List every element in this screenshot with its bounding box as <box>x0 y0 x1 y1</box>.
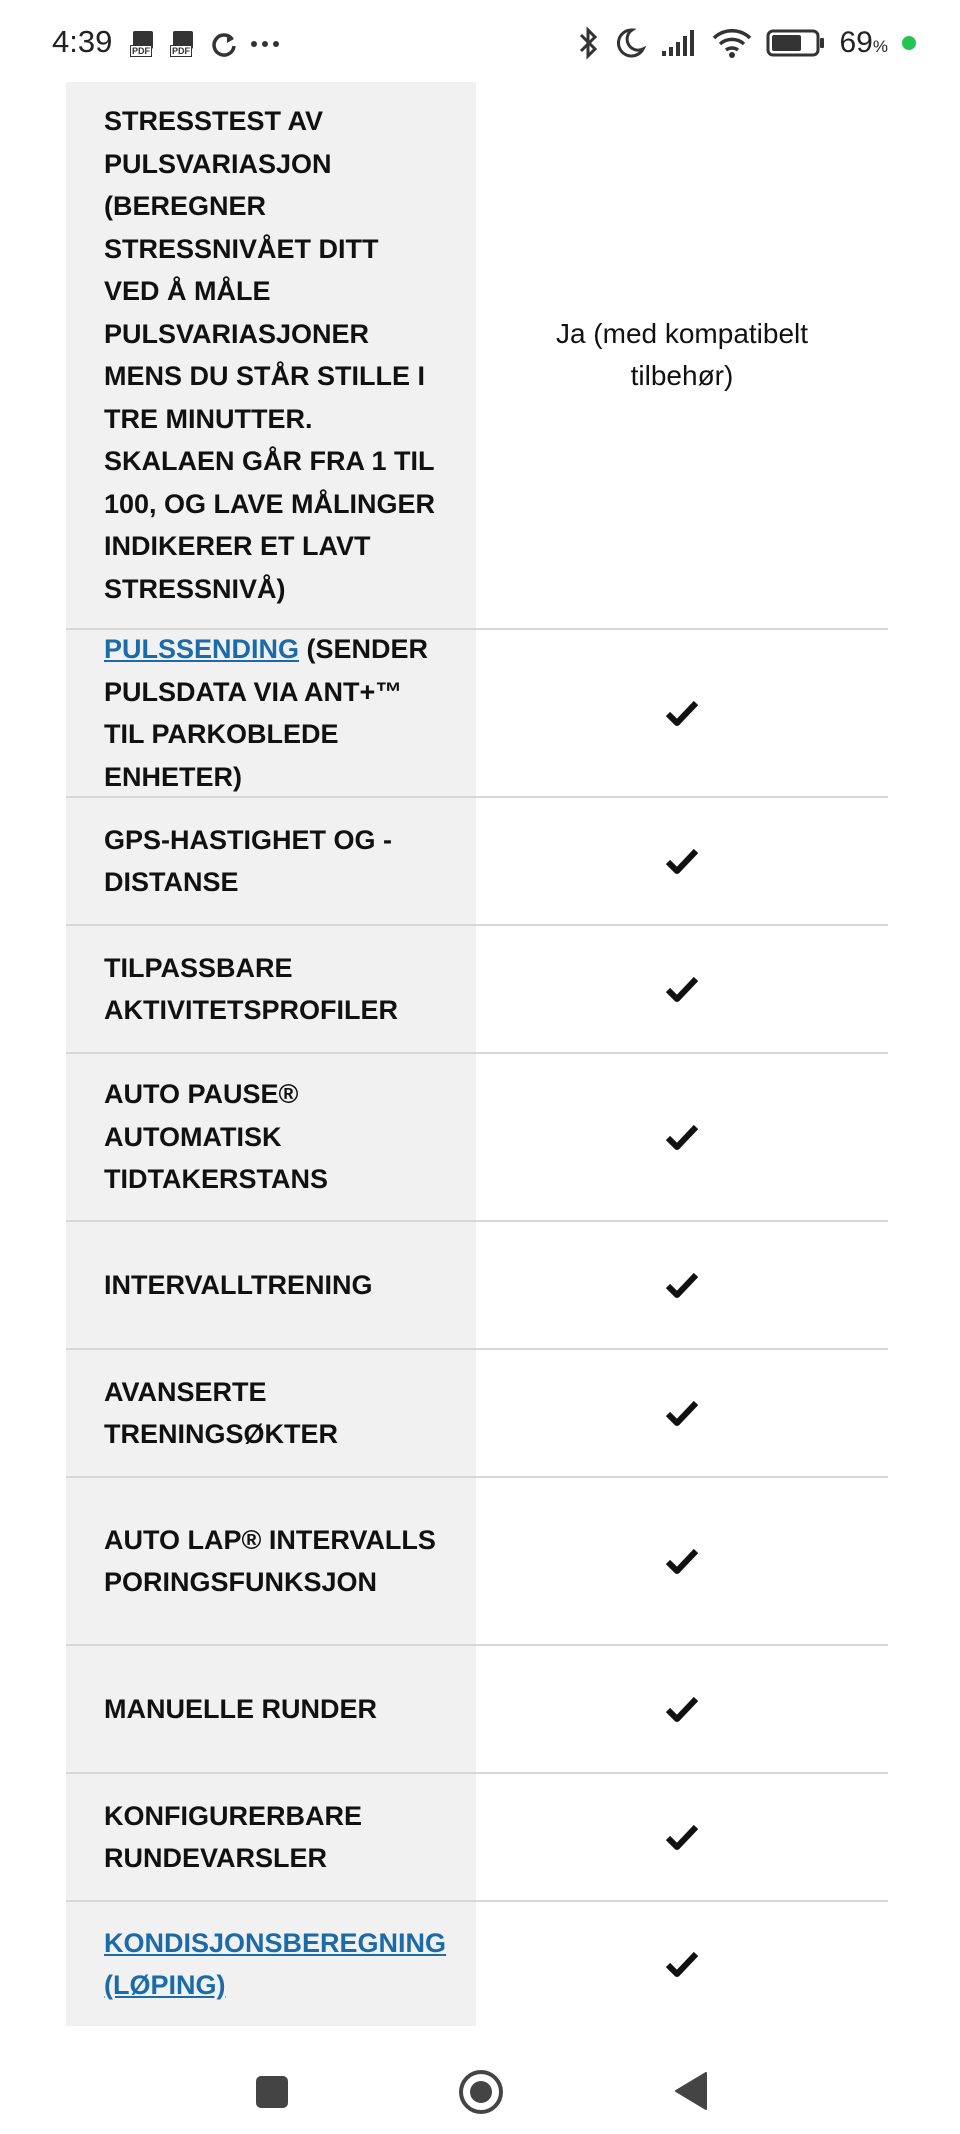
back-triangle-icon[interactable] <box>674 2071 708 2111</box>
feature-cell: AUTO PAUSE® AUTOMATISK TIDTAKERSTANS <box>66 1054 476 1220</box>
signal-icon <box>660 29 698 57</box>
wifi-icon <box>712 28 752 58</box>
feature-cell: AVANSERTE TRENINGSØKTER <box>66 1350 476 1476</box>
checkmark-icon <box>665 1695 699 1723</box>
pdf-icon: PDF <box>170 31 198 57</box>
table-row <box>66 1902 888 2026</box>
feature-cell: AUTO LAP® INTERVALLSPORINGSFUNKSJON <box>66 1478 476 1644</box>
recents-square-icon[interactable] <box>256 2076 288 2108</box>
value-cell <box>476 1902 888 2026</box>
notification-icons <box>130 30 280 58</box>
checkmark-icon <box>665 699 699 727</box>
sync-icon <box>210 30 238 58</box>
value-cell <box>476 798 888 924</box>
checkmark-icon <box>665 1123 699 1151</box>
table-row <box>66 926 888 1054</box>
value-cell <box>476 1222 888 1348</box>
checkmark-icon <box>665 1271 699 1299</box>
system-icons <box>578 26 917 60</box>
table-row <box>66 1478 888 1646</box>
do-not-disturb-moon-icon <box>614 27 646 59</box>
checkmark-icon <box>665 1547 699 1575</box>
feature-table <box>66 82 888 2026</box>
table-row <box>66 1350 888 1478</box>
value-cell <box>476 1646 888 1772</box>
value-cell <box>476 1350 888 1476</box>
table-row <box>66 1054 888 1222</box>
privacy-indicator-dot <box>902 36 916 50</box>
table-row <box>66 1646 888 1774</box>
feature-cell: PULSSENDING (SENDER PULSDATA VIA ANT+™ TIL PARKOBLEDE ENHETER) <box>66 630 476 796</box>
table-row <box>66 82 888 630</box>
value-cell: Ja (med kompatibelt tilbehør) <box>555 317 809 391</box>
table-row <box>66 1774 888 1902</box>
table-row <box>66 630 888 798</box>
pulssending-link[interactable]: PULSSENDING <box>104 634 300 664</box>
checkmark-icon <box>665 1950 699 1978</box>
bluetooth-icon <box>578 26 600 60</box>
feature-cell: KONFIGURERBARE RUNDEVARSLER <box>66 1774 476 1900</box>
table-row <box>66 1222 888 1350</box>
kondisjonsberegning-link[interactable]: KONDISJONSBEREGNING (LØPING) <box>104 1927 447 2000</box>
status-bar <box>0 0 960 82</box>
feature-cell: TILPASSBARE AKTIVITETSPROFILER <box>66 926 476 1052</box>
value-cell <box>476 926 888 1052</box>
status-time: 4:39 <box>52 24 113 59</box>
feature-cell <box>66 1902 476 2026</box>
table-row <box>66 798 888 926</box>
feature-cell: INTERVALLTRENING <box>66 1222 476 1348</box>
value-cell <box>476 630 888 796</box>
value-cell <box>476 1054 888 1220</box>
checkmark-icon <box>665 975 699 1003</box>
pdf-icon: PDF <box>130 31 158 57</box>
checkmark-icon <box>665 1823 699 1851</box>
checkmark-icon <box>665 847 699 875</box>
more-dots-icon <box>250 39 280 49</box>
home-circle-icon[interactable] <box>458 2069 504 2115</box>
feature-cell: MANUELLE RUNDER <box>66 1646 476 1772</box>
value-cell <box>476 1774 888 1900</box>
battery-percent: 69% <box>839 26 888 59</box>
navigation-bar <box>0 2030 960 2134</box>
feature-cell: STRESSTEST AV PULSVARIASJON (BEREGNER STRESSNIVÅET DITT VED Å MÅLE PULSVARIASJONER MENS DU STÅR STILLE I TRE MINUTTER. SKALAEN GÅR FRA 1 TIL 100, OG LAVE MÅLINGER INDIKERER ET LAVT STRESSNIVÅ) <box>66 82 476 628</box>
feature-cell: GPS-HASTIGHET OG -DISTANSE <box>66 798 476 924</box>
battery-icon <box>766 28 826 58</box>
value-cell <box>476 1478 888 1644</box>
checkmark-icon <box>665 1399 699 1427</box>
